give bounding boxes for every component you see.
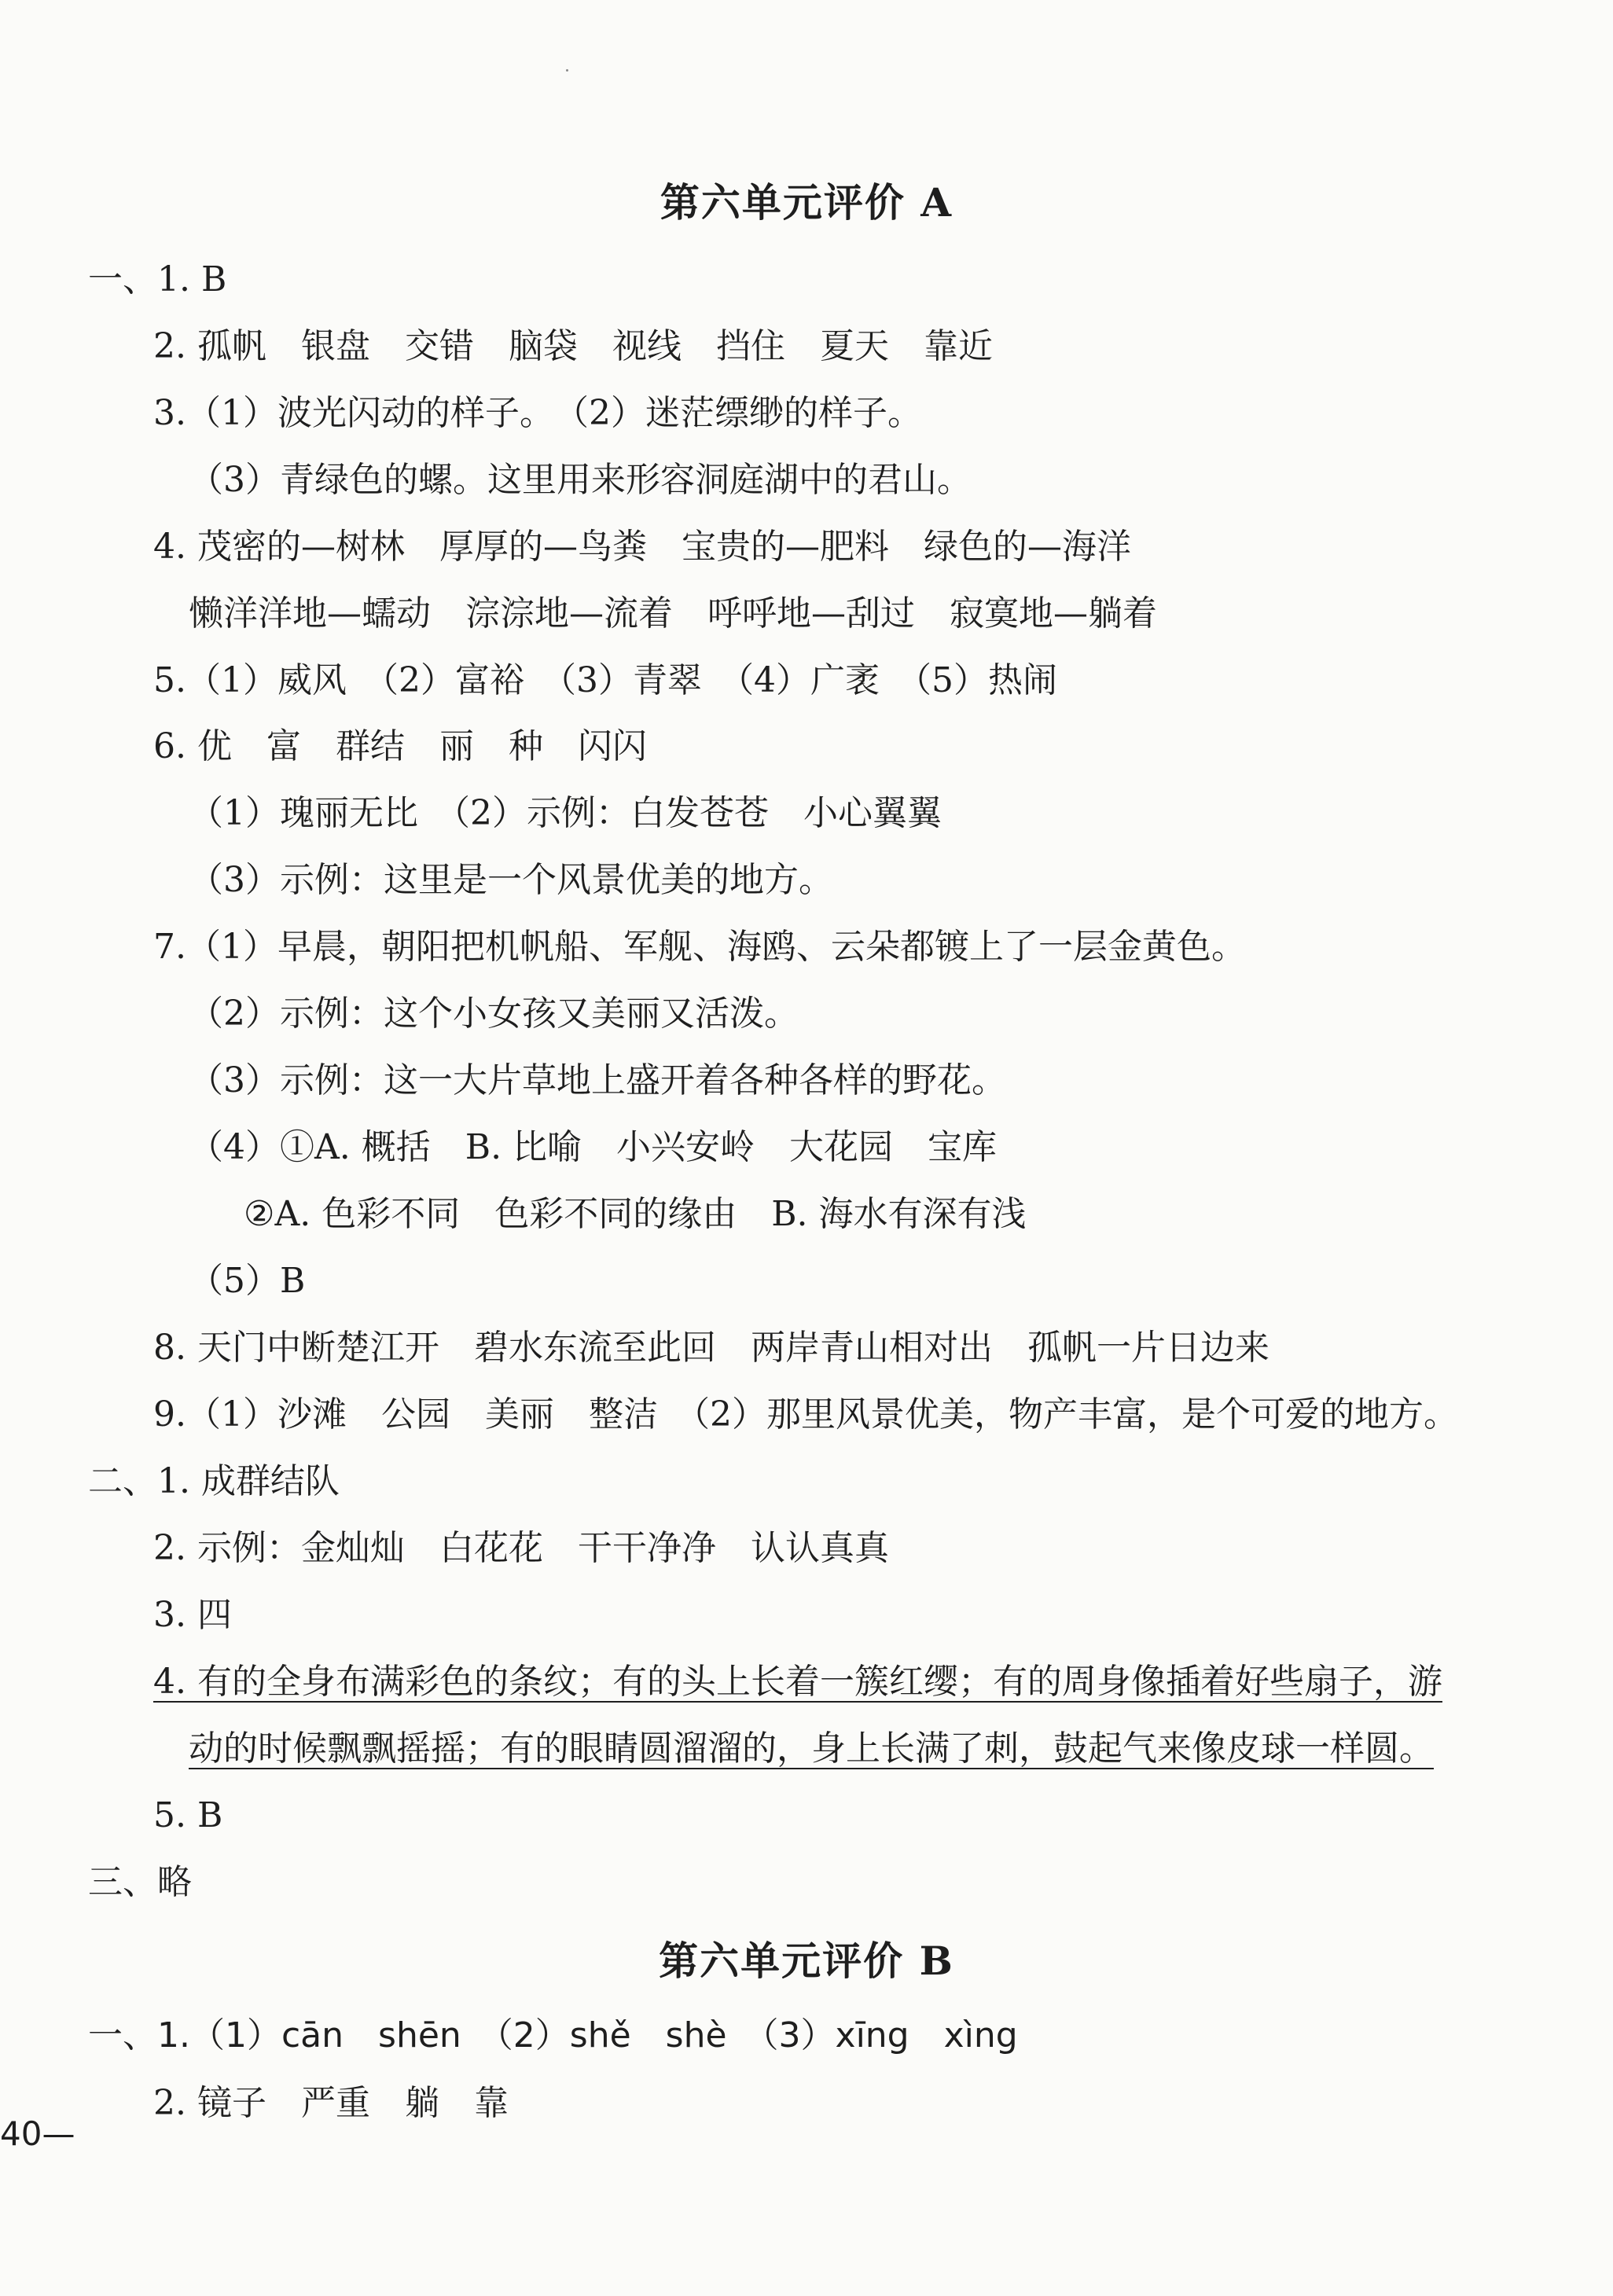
answer-line: 3. 四 xyxy=(153,1595,232,1635)
scan-speck xyxy=(566,69,568,72)
answer-line: 8. 天门中断楚江开 碧水东流至此回 两岸青山相对出 孤帆一片日边来 xyxy=(153,1328,1269,1368)
answer-line-pinyin: 一、1.（1）cān shēn （2）shě shè （3）xīng xìng xyxy=(88,2015,1018,2055)
answer-line: 一、1. B xyxy=(88,259,227,299)
answer-line: （5）B xyxy=(189,1261,306,1301)
answer-line-underlined: 动的时候飘飘摇摇；有的眼睛圆溜溜的，身上长满了刺，鼓起气来像皮球一样圆。 xyxy=(189,1728,1434,1769)
section-a-title: 第六单元评价 A xyxy=(660,179,953,226)
answer-line: 5.（1）威风 （2）富裕 （3）青翠 （4）广袤 （5）热闹 xyxy=(153,660,1057,700)
answer-line: （4）①A. 概括 B. 比喻 小兴安岭 大花园 宝库 xyxy=(189,1127,998,1167)
answer-line: 二、1. 成群结队 xyxy=(88,1461,340,1501)
answer-line: （3）示例：这一大片草地上盛开着各种各样的野花。 xyxy=(189,1060,1006,1100)
answer-line: 2. 镜子 严重 躺 靠 xyxy=(153,2083,509,2123)
answer-line: 3.（1）波光闪动的样子。 （2）迷茫缥缈的样子。 xyxy=(153,393,922,433)
answer-line: ②A. 色彩不同 色彩不同的缘由 B. 海水有深有浅 xyxy=(244,1194,1027,1234)
answer-line: 2. 示例：金灿灿 白花花 干干净净 认认真真 xyxy=(153,1528,889,1568)
answer-line: 6. 优 富 群结 丽 种 闪闪 xyxy=(153,726,647,766)
answer-line: 5. B xyxy=(153,1795,223,1835)
answer-line: （3）青绿色的螺。这里用来形容洞庭湖中的君山。 xyxy=(189,460,972,500)
answer-line: 三、略 xyxy=(88,1862,192,1902)
section-b-title: 第六单元评价 B xyxy=(659,1938,954,1984)
page-number: 40— xyxy=(0,2114,75,2153)
answer-line: 2. 孤帆 银盘 交错 脑袋 视线 挡住 夏天 靠近 xyxy=(153,326,993,366)
answer-line: （2）示例：这个小女孩又美丽又活泼。 xyxy=(189,994,799,1034)
answer-line: 4. 茂密的—树林 厚厚的—鸟粪 宝贵的—肥料 绿色的—海洋 xyxy=(153,527,1131,567)
answer-line: （1）瑰丽无比 （2）示例：白发苍苍 小心翼翼 xyxy=(189,793,942,833)
answer-line: （3）示例：这里是一个风景优美的地方。 xyxy=(189,860,833,900)
answer-line: 9.（1）沙滩 公园 美丽 整洁 （2）那里风景优美，物产丰富，是个可爱的地方。 xyxy=(153,1394,1458,1435)
answer-line: 懒洋洋地—蠕动 淙淙地—流着 呼呼地—刮过 寂寞地—躺着 xyxy=(189,593,1157,634)
answer-line: 7.（1）早晨，朝阳把机帆船、军舰、海鸥、云朵都镀上了一层金黄色。 xyxy=(153,927,1246,967)
answer-line-underlined: 4. 有的全身布满彩色的条纹；有的头上长着一簇红缨；有的周身像插着好些扇子，游 xyxy=(153,1662,1442,1702)
